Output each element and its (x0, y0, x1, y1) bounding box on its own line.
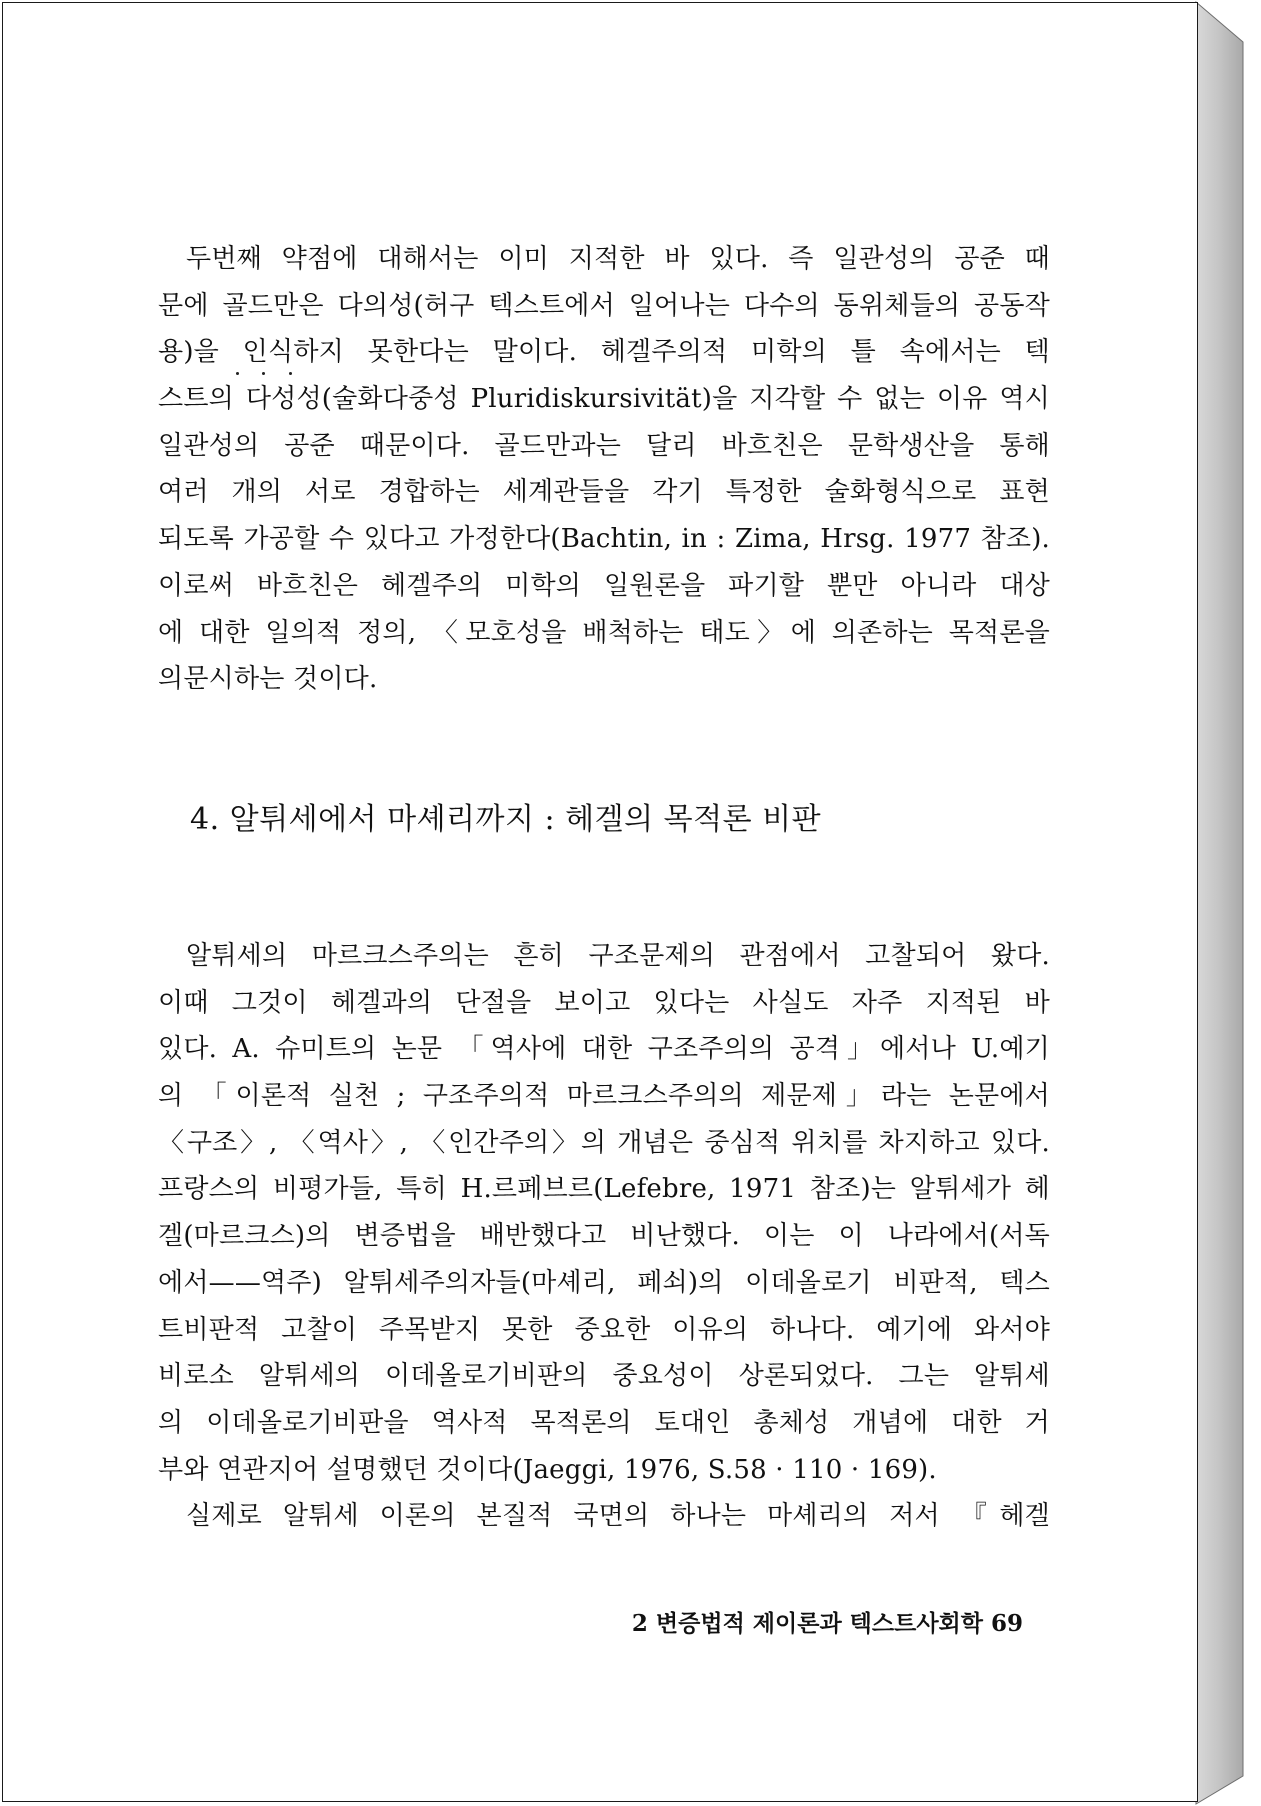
text-line: 용)을 인식하지 못한다는 말이다. 헤겔주의적 미학의 틀 속에서는 텍 (158, 337, 1050, 368)
text-line: 실제로 알튀세 이론의 본질적 국면의 하나는 마셰리의 저서 『헤겔 (186, 1501, 1050, 1531)
text-line: 되도록 가공할 수 있다고 가정한다(Bachtin, in : Zima, Hrsg. 1977 참조). (158, 524, 1050, 555)
text-line: 겔(마르크스)의 변증법을 배반했다고 비난했다. 이는 이 나라에서(서독 (158, 1221, 1050, 1252)
text-line: 프랑스의 비평가들, 특히 H.르페브르(Lefebre, 1971 참조)는 알튀세가 헤 (158, 1174, 1050, 1205)
text-line: 비로소 알튀세의 이데올로기비판의 중요성이 상론되었다. 그는 알튀세 (158, 1361, 1050, 1392)
section-heading: 4. 알튀세에서 마셰리까지 : 헤겔의 목적론 비판 (190, 802, 822, 837)
running-footer: 2 변증법적 제이론과 텍스트사회학 69 (631, 1610, 1023, 1637)
text-line: 스트의 다성성(술화다중성 Pluridiskursivität)을 지각할 수 없는 이유 역시 (158, 384, 1050, 415)
text-line: 두번째 약점에 대해서는 이미 지적한 바 있다. 즉 일관성의 공준 때 (186, 244, 1050, 274)
text-line: 이때 그것이 헤겔과의 단절을 보이고 있다는 사실도 자주 지적된 바 (158, 987, 1050, 1018)
text-line: 에 대한 일의적 정의, 〈모호성을 배척하는 태도〉에 의존하는 목적론을 (158, 617, 1050, 648)
text-line: 여러 개의 서로 경합하는 세계관들을 각기 특정한 술화형식으로 표현 (158, 477, 1050, 508)
text-line: 일관성의 공준 때문이다. 골드만과는 달리 바흐친은 문학생산을 통해 (158, 430, 1050, 461)
text-line: 이로써 바흐친은 헤겔주의 미학의 일원론을 파기할 뿐만 아니라 대상 (158, 570, 1050, 601)
emphasis-dot (289, 372, 292, 375)
text-line: 문에 골드만은 다의성(허구 텍스트에서 일어나는 다수의 동위체들의 공동작 (158, 290, 1050, 321)
text-line: 의문시하는 것이다. (158, 664, 378, 695)
paragraph-3 (158, 1493, 1050, 1540)
text-line: 부와 연관지어 설명했던 것이다(Jaeggi, 1976, S.58 · 110 · 169). (158, 1454, 937, 1485)
text-line: 알튀세의 마르크스주의는 흔히 구조문제의 관점에서 고찰되어 왔다. (186, 941, 1050, 971)
paragraph-2 (158, 933, 1050, 1493)
text-line: 의 이데올로기비판을 역사적 목적론의 토대인 총체성 개념에 대한 거 (158, 1407, 1050, 1438)
emphasis-dot (262, 372, 265, 375)
paragraph-1 (158, 236, 1050, 703)
text-line: 있다. A. 슈미트의 논문 「역사에 대한 구조주의의 공격」에서나 U.예기 (158, 1034, 1050, 1065)
text-line: 의 「이론적 실천 ; 구조주의적 마르크스주의의 제문제」라는 논문에서 (158, 1081, 1050, 1112)
text-line: 〈구조〉, 〈역사〉, 〈인간주의〉의 개념은 중심적 위치를 차지하고 있다. (158, 1127, 1050, 1158)
text-line: 에서——역주) 알튀세주의자들(마셰리, 페쇠)의 이데올로기 비판적, 텍스 (158, 1267, 1050, 1298)
text-line: 트비판적 고찰이 주목받지 못한 중요한 이유의 하나다. 예기에 와서야 (158, 1314, 1050, 1345)
emphasis-dot (236, 372, 239, 375)
